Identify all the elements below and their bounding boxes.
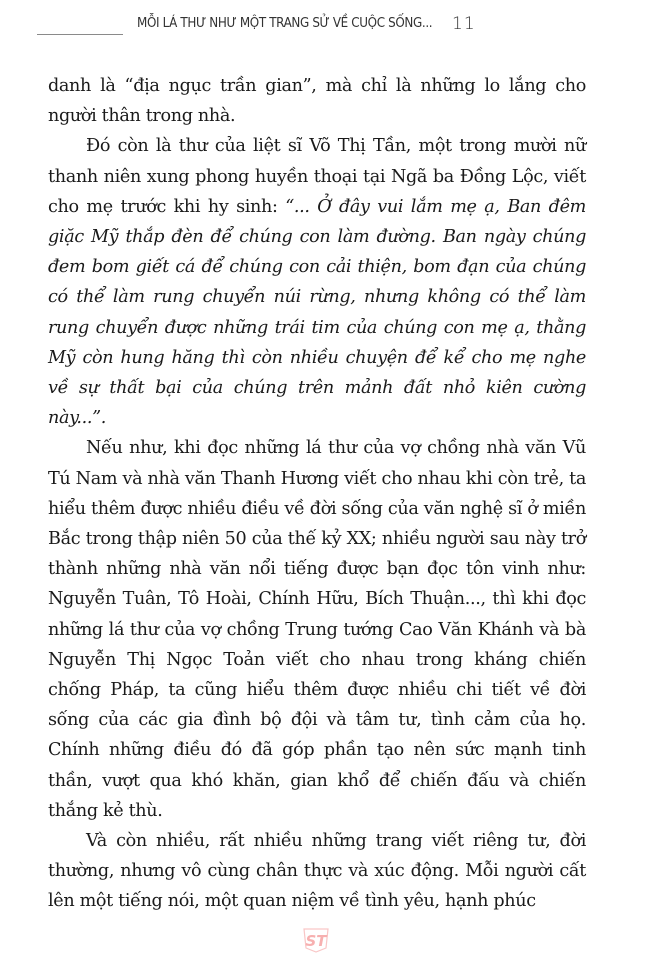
paragraph-2-lead: Đó còn là thư của liệt sĩ Võ Thị Tần, một trong mười nữ thanh niên xung phong huyền thoại tại Ngã ba Đồng Lộc, viết cho mẹ trước khi hy sinh: xyxy=(48,136,586,217)
paragraph-4: Và còn nhiều, rất nhiều những trang viết riêng tư, đời thường, nhưng vô cùng chân thực và xúc động. Mỗi người cất lên một tiếng nói, một quan niệm về tình yêu, hạnh phúc xyxy=(48,831,586,912)
header-rule xyxy=(37,34,123,35)
body-text xyxy=(48,71,586,917)
running-title: MỖI LÁ THƯ NHƯ MỘT TRANG SỬ VỀ CUỘC SỐNG... xyxy=(137,16,433,31)
page-number: 11 xyxy=(452,14,476,34)
paragraph-1: danh là “địa ngục trần gian”, mà chỉ là những lo lắng cho người thân trong nhà. xyxy=(48,76,586,127)
publisher-logo-icon xyxy=(302,926,330,954)
paragraph-3: Nếu như, khi đọc những lá thư của vợ chồng nhà văn Vũ Tú Nam và nhà văn Thanh Hương viết cho nhau khi còn trẻ, ta hiểu thêm được nhiều điều về đời sống của văn nghệ sĩ ở miền Bắc trong thập niên 50 của thế kỷ XX; nhiều người sau này trở thành những nhà văn nổi tiếng được bạn đọc tôn vinh như: Nguyễn Tuân, Tô Hoài, Chính Hữu, Bích Thuận..., thì khi đọc những lá thư của vợ chồng Trung tướng Cao Văn Khánh và bà Nguyễn Thị Ngọc Toản viết cho nhau trong kháng chiến chống Pháp, ta cũng hiểu thêm được nhiều chi tiết về đời sống của các gia đình bộ đội và tâm tư, tình cảm của họ. Chính những điều đó đã góp phần tạo nên sức mạnh tinh thần, vượt qua khó khăn, gian khổ để chiến đấu và chiến thắng kẻ thù. xyxy=(48,438,586,821)
paragraph-2 xyxy=(48,131,586,433)
svg-text:ST: ST xyxy=(305,932,327,950)
page-header xyxy=(0,14,653,38)
letter-quote: “... Ở đây vui lắm mẹ ạ, Ban đêm giặc Mỹ thắp đèn để chúng con làm đường. Ban ngày chúng đem bom giết cá để chúng con cải thiện, bom đạn của chúng có thể làm rung chuyển núi rừng, nhưng không có thể làm rung chuyển được những trái tim của chúng con mẹ ạ, thằng Mỹ còn hung hăng thì còn nhiều chuyện để kể cho mẹ nghe về sự thất bại của chúng trên mảnh đất nhỏ kiên cường này...”. xyxy=(48,196,586,429)
